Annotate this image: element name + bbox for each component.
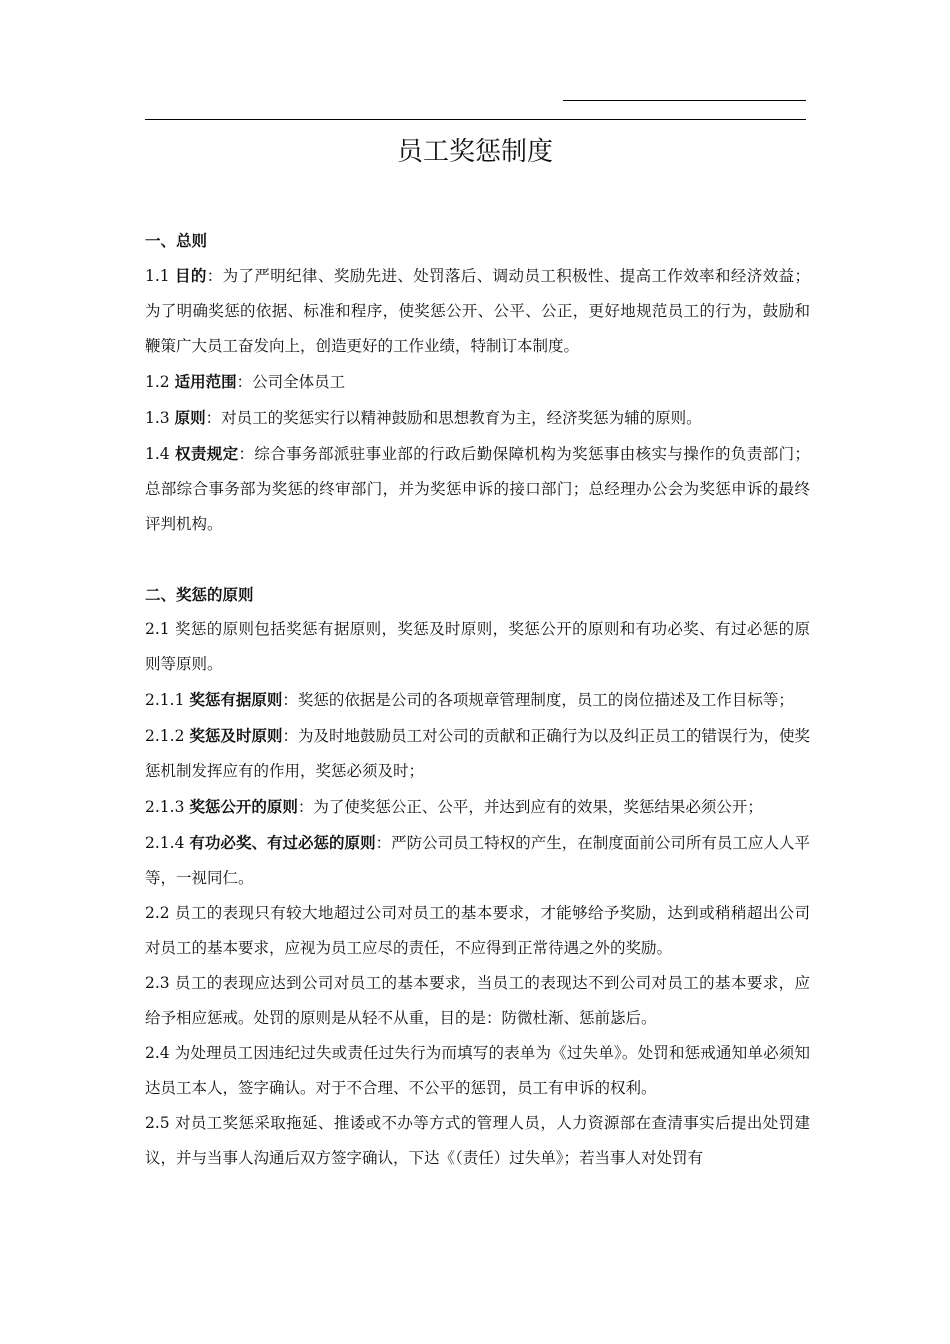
clause-text: ：严防公司员工特权的产生，在制度面前公司所有员工应人人平等，一视同仁。 (145, 834, 810, 887)
clause-1-3 (145, 400, 810, 436)
clause-number: 2.1.2 (145, 727, 185, 745)
clause-text: ：为及时地鼓励员工对公司的贡献和正确行为以及纠正员工的错误行为，使奖惩机制发挥应有的作用，奖惩必须及时； (145, 727, 810, 780)
header-rule-short (563, 100, 806, 101)
clause-text: ：公司全体员工 (236, 373, 346, 391)
clause-text: ：奖惩的依据是公司的各项规章管理制度，员工的岗位描述及工作目标等； (282, 691, 794, 709)
document-title: 员工奖惩制度 (396, 137, 553, 167)
clause-label: 奖惩公开的原则 (189, 797, 298, 816)
clause-2-5: 2.5 对员工奖惩采取拖延、推诿或不办等方式的管理人员，人力资源部在查清事实后提出处罚建议，并与当事人沟通后双方签字确认，下达《（责任）过失单》；若当事人对处罚有 (145, 1114, 810, 1167)
clause-2-1-1 (145, 682, 810, 718)
clause-2-4: 2.4 为处理员工因违纪过失或责任过失行为而填写的表单为《过失单》。处罚和惩戒通知单必须知达员工本人，签字确认。对于不合理、不公平的惩罚，员工有申诉的权利。 (145, 1044, 810, 1097)
clause-2-3: 2.3 员工的表现应达到公司对员工的基本要求，当员工的表现达不到公司对员工的基本要求，应给予相应惩戒。处罚的原则是从轻不从重，目的是：防微杜渐、惩前毖后。 (145, 974, 810, 1027)
clause-label: 有功必奖、有过必惩的原则 (189, 833, 376, 852)
clause-text: ：综合事务部派驻事业部的行政后勤保障机构为奖惩事由核实与操作的负责部门；总部综合事务部为奖惩的终审部门，并为奖惩申诉的接口部门；总经理办公会为奖惩申诉的最终评判机构。 (145, 445, 810, 533)
clause-label: 目的 (174, 266, 207, 285)
clause-2-1-3 (145, 789, 810, 825)
clause-label: 奖惩及时原则 (189, 726, 283, 745)
clause-number: 2.1.4 (145, 834, 185, 852)
section-spacer (145, 542, 810, 577)
section-heading-principles: 二、奖惩的原则 (145, 585, 254, 604)
clause-number: 1.1 (145, 267, 170, 285)
clause-number: 1.4 (145, 445, 170, 463)
document-body (145, 223, 810, 1176)
clause-label: 适用范围 (174, 372, 237, 391)
clause-2-1-4 (145, 825, 810, 896)
clause-number: 1.2 (145, 373, 170, 391)
section-heading-general: 一、总则 (145, 231, 208, 250)
clause-number: 1.3 (145, 409, 170, 427)
header-rule-long (145, 119, 806, 120)
clause-2-1: 2.1 奖惩的原则包括奖惩有据原则，奖惩及时原则，奖惩公开的原则和有功必奖、有过必惩的原则等原则。 (145, 620, 810, 673)
clause-text: ：为了使奖惩公正、公平，并达到应有的效果，奖惩结果必须公开； (297, 798, 763, 816)
clause-1-4 (145, 436, 810, 542)
clause-label: 奖惩有据原则 (189, 690, 283, 709)
clause-text: ：为了严明纪律、奖励先进、处罚落后、调动员工积极性、提高工作效率和经济效益；为了明确奖惩的依据、标准和程序，使奖惩公开、公平、公正，更好地规范员工的行为，鼓励和鞭策广大员工奋发向上，创造更好的工作业绩，特制订本制度。 (145, 267, 810, 355)
clause-label: 原则 (174, 408, 206, 427)
clause-number: 2.1.3 (145, 798, 185, 816)
clause-number: 2.1.1 (145, 691, 185, 709)
clause-1-1 (145, 258, 810, 364)
clause-1-2 (145, 364, 810, 400)
clause-label: 权责规定 (174, 444, 239, 463)
clause-text: ：对员工的奖惩实行以精神鼓励和思想教育为主，经济奖惩为辅的原则。 (205, 409, 702, 427)
clause-2-2: 2.2 员工的表现只有较大地超过公司对员工的基本要求，才能够给予奖励，达到或稍稍超出公司对员工的基本要求，应视为员工应尽的责任，不应得到正常待遇之外的奖励。 (145, 904, 810, 957)
clause-2-1-2 (145, 718, 810, 789)
